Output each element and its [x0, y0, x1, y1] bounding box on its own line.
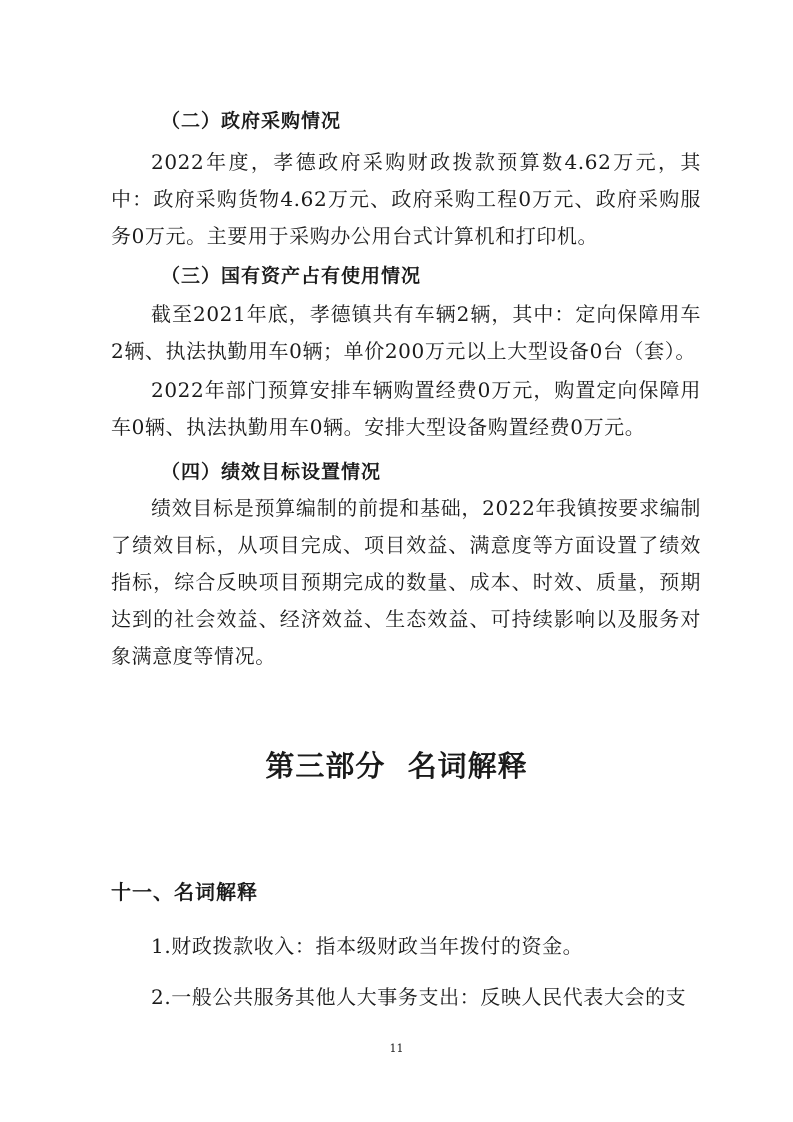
paragraph-performance-goals: 绩效目标是预算编制的前提和基础，2022年我镇按要求编制了绩效目标，从项目完成、项目效益、满意度等方面设置了绩效指标，综合反映项目预期完成的数量、成本、时效、质量，预期达到的社会效益、经济效益、生态效益、可持续影响以及服务对象满意度等情况。	[111, 496, 701, 668]
definition-item: 1.财政拨款收入：指本级财政当年拨付的资金。	[151, 934, 584, 958]
paragraph-government-procurement: 2022年度，孝德政府采购财政拨款预算数4.62万元，其中：政府采购货物4.62万元、政府采购工程0万元、政府采购服务0万元。主要用于采购办公用台式计算机和打印机。	[111, 150, 701, 248]
subheading-government-procurement: （二）政府采购情况	[161, 110, 342, 132]
section-title: 十一、名词解释	[111, 880, 258, 904]
paragraph-vehicles: 截至2021年底，孝德镇共有车辆2辆，其中：定向保障用车2辆、执法执勤用车0辆；单价200万元以上大型设备0台（套）。	[111, 302, 701, 363]
subheading-performance-goals: （四）绩效目标设置情况	[161, 461, 382, 483]
part-title: 第三部分 名词解释	[265, 749, 528, 783]
paragraph-vehicle-budget: 2022年部门预算安排车辆购置经费0万元，购置定向保障用车0辆、执法执勤用车0辆。安排大型设备购置经费0万元。	[111, 378, 701, 439]
subheading-state-assets: （三）国有资产占有使用情况	[161, 265, 422, 287]
page-number: 11	[389, 1042, 404, 1055]
definition-item: 2.一般公共服务其他人大事务支出：反映人民代表大会的支	[151, 985, 687, 1009]
